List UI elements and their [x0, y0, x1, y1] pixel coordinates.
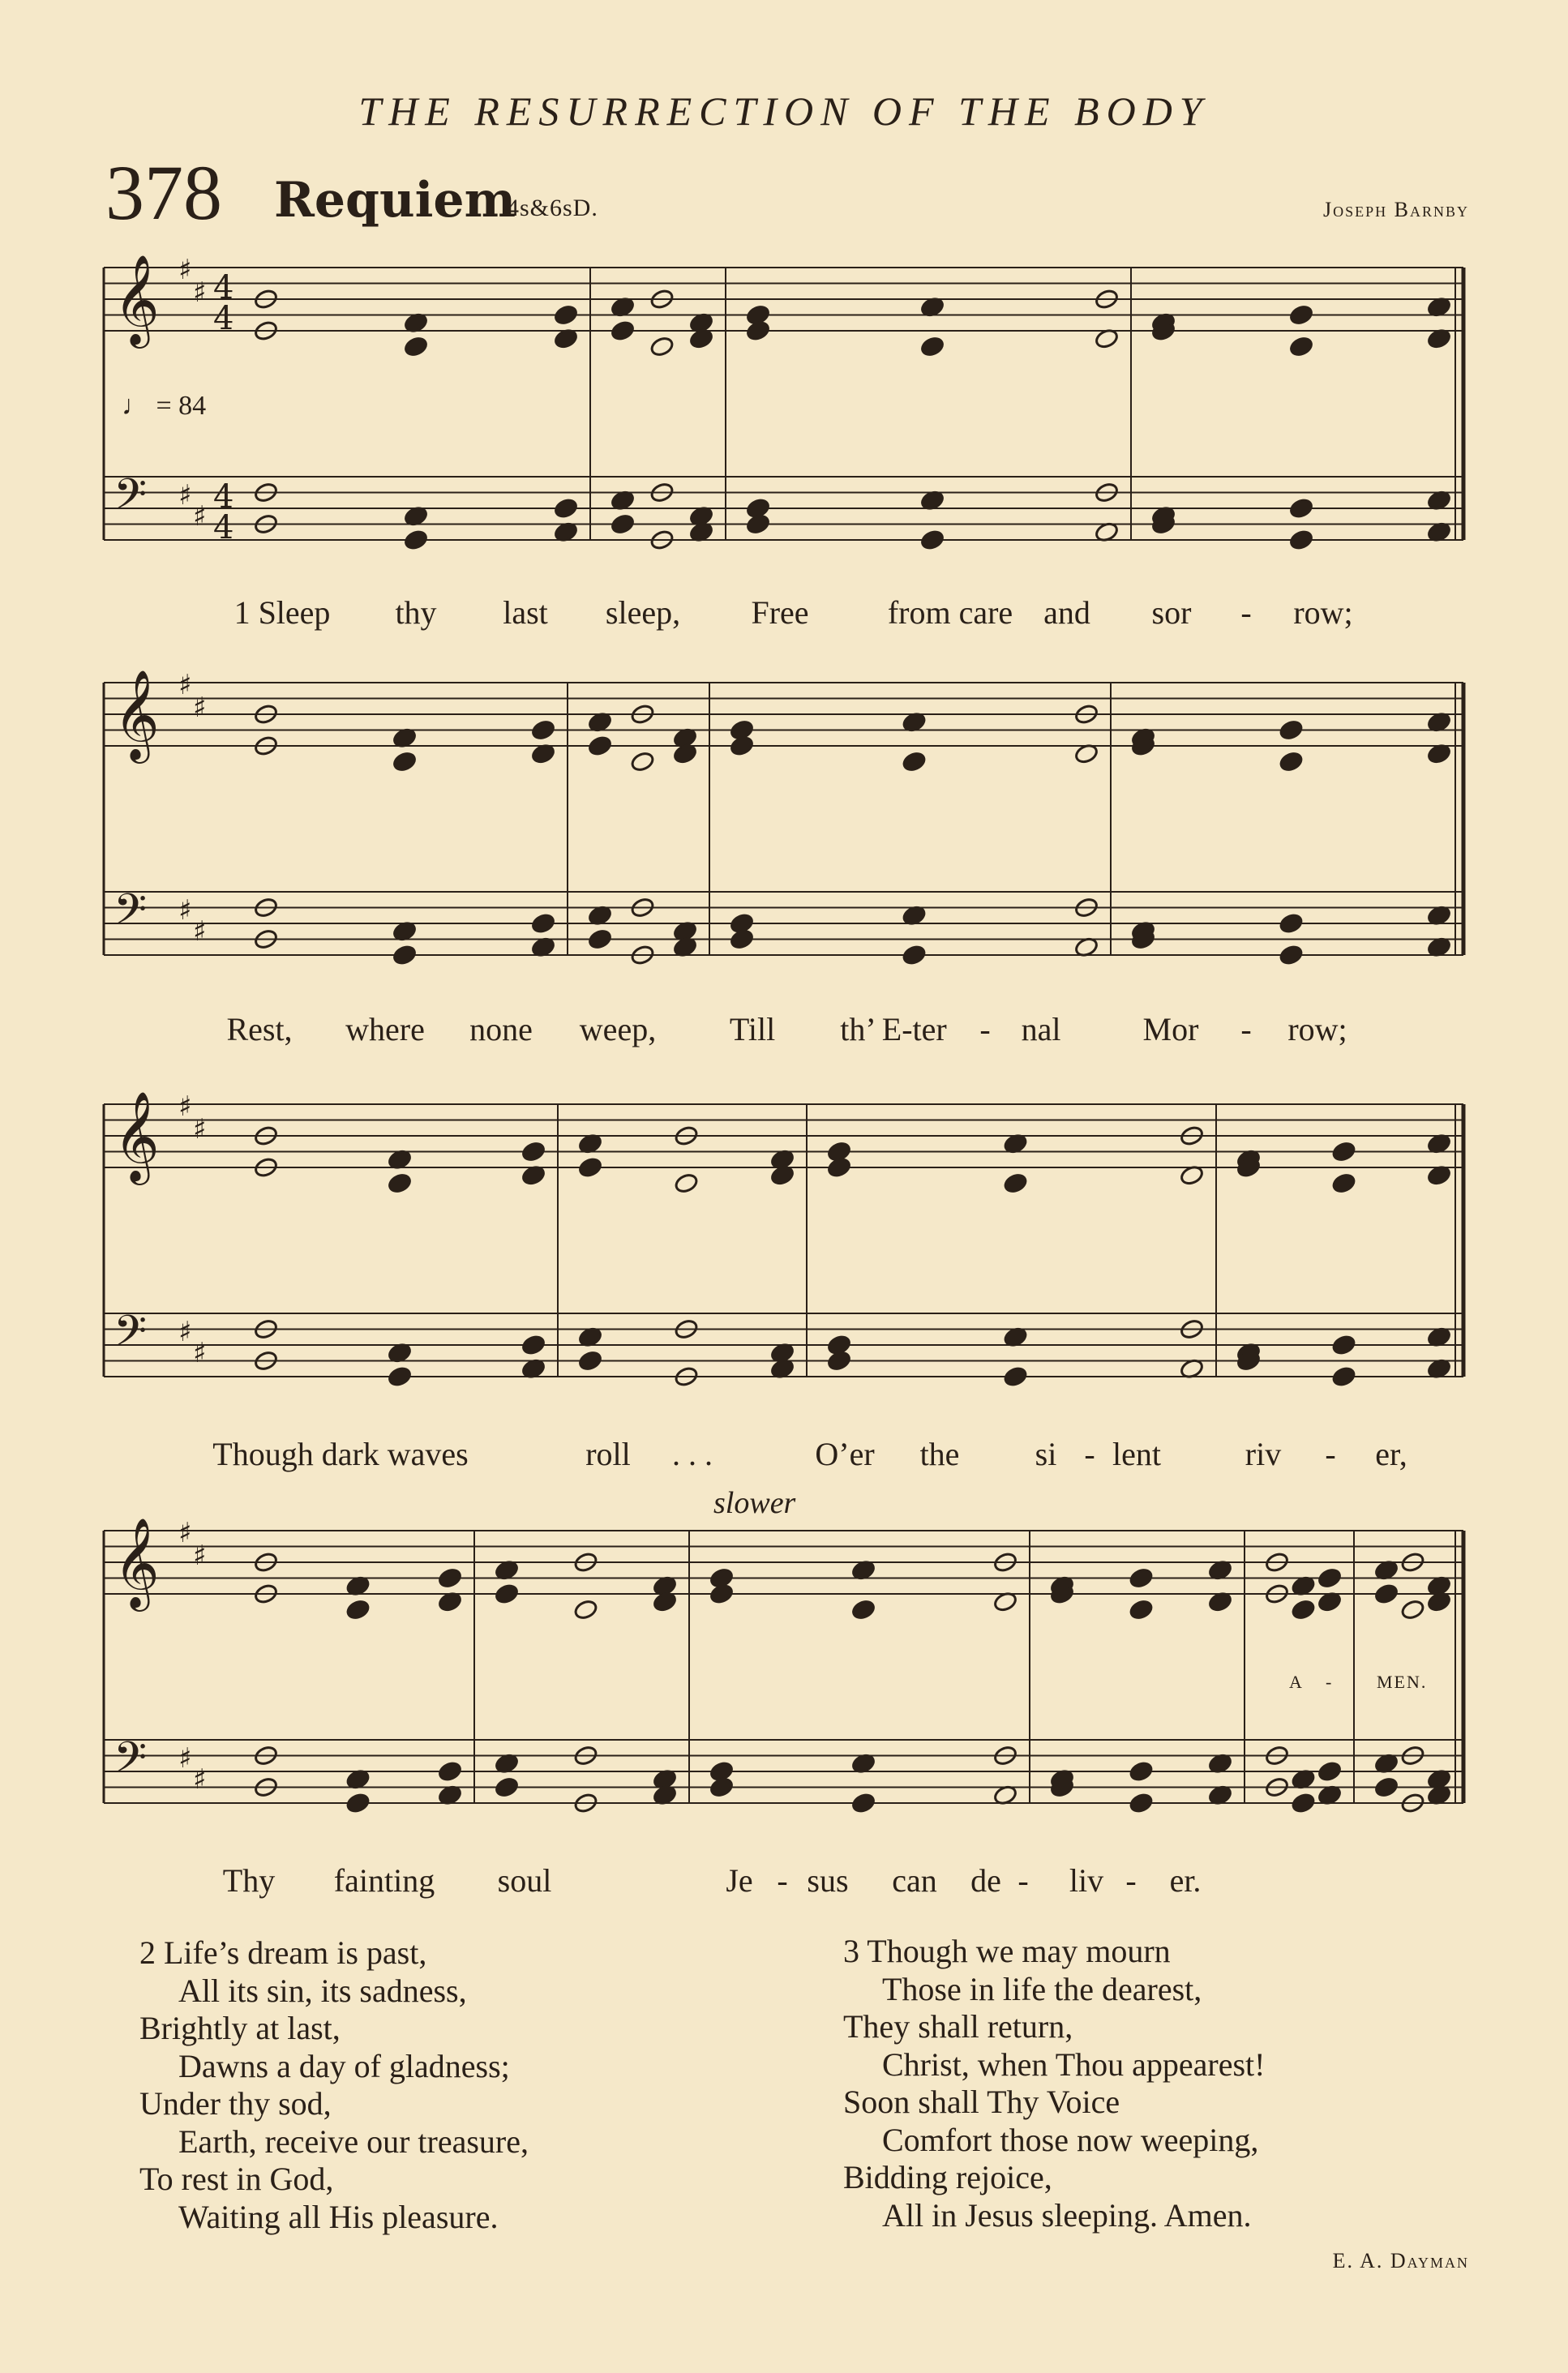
lyric-syllable: weep,	[579, 1011, 657, 1047]
sharp-key-signature: ♯	[178, 1090, 192, 1123]
lyric-syllable: sus	[807, 1862, 849, 1899]
lyric-syllable: -	[1240, 1011, 1252, 1047]
lyric-syllable: and	[1043, 594, 1090, 631]
note-head	[1373, 1583, 1399, 1604]
sharp-key-signature: ♯	[193, 1113, 207, 1146]
time-signature: 4	[213, 300, 234, 337]
note-head	[1288, 336, 1313, 358]
lyric-syllable: from care	[887, 594, 1013, 631]
bass-clef: 𝄢	[114, 1307, 148, 1367]
lyric-syllable: fainting	[333, 1862, 435, 1899]
verse-line: Dawns a day of gladness;	[178, 2047, 510, 2084]
time-signature: 4	[213, 478, 234, 516]
note-head	[610, 513, 635, 535]
note-head	[919, 336, 945, 358]
lyric-syllable: de	[970, 1862, 1001, 1899]
verse-line: Christ, when Thou appearest!	[882, 2045, 1266, 2083]
text-author: E. A. Dayman	[1332, 2249, 1469, 2272]
note-head	[437, 1760, 462, 1782]
lyric-syllable: last	[503, 594, 548, 631]
note-head	[1317, 1760, 1342, 1782]
bass-clef: 𝄢	[114, 470, 148, 530]
lyric-syllable: Free	[751, 594, 809, 631]
note-head	[392, 944, 417, 966]
verse-line: 2 Life’s dream is past,	[139, 1934, 427, 1971]
lyric-syllable: si	[1035, 1436, 1057, 1472]
sharp-key-signature: ♯	[178, 894, 192, 927]
treble-clef: 𝄞	[114, 1517, 160, 1608]
sharp-key-signature: ♯	[193, 692, 207, 724]
note-head	[387, 1172, 412, 1194]
verse-line: All its sin, its sadness,	[178, 1972, 467, 2009]
lyric-syllable: nal	[1021, 1011, 1061, 1047]
lyric-syllable: lent	[1112, 1436, 1161, 1472]
amen-syllable: MEN.	[1377, 1672, 1428, 1692]
lyric-syllable: where	[345, 1011, 425, 1047]
lyric-syllable: -	[1084, 1436, 1095, 1472]
note-head	[1373, 1776, 1399, 1798]
note-head	[630, 751, 655, 773]
lyric-syllable: can	[892, 1862, 937, 1899]
section-title: THE RESURRECTION OF THE BODY	[358, 88, 1210, 134]
tempo-marking: ♩ = 84	[122, 391, 207, 421]
note-head	[392, 751, 417, 773]
note-head	[1291, 1599, 1316, 1621]
lyric-syllable: 1 Sleep	[233, 594, 331, 631]
note-head	[437, 1567, 462, 1589]
amen-syllable: A	[1289, 1672, 1304, 1692]
note-head	[530, 719, 555, 741]
sharp-key-signature: ♯	[193, 1337, 207, 1369]
lyric-syllable: sleep,	[605, 594, 681, 631]
note-head	[1279, 944, 1304, 966]
note-head	[345, 1792, 371, 1814]
composer-credit: Joseph Barnby	[1323, 198, 1469, 221]
verse-line: Soon shall Thy Voice	[843, 2084, 1120, 2120]
note-head	[494, 1583, 519, 1604]
note-head	[1331, 1334, 1356, 1356]
treble-clef: 𝄞	[114, 254, 160, 345]
note-head	[1129, 1760, 1154, 1782]
sharp-key-signature: ♯	[193, 1763, 207, 1796]
tune-name: Requiem	[274, 172, 516, 229]
note-head	[1288, 529, 1313, 550]
verse-line: Earth, receive our treasure,	[178, 2122, 529, 2160]
verse-line: Comfort those now weeping,	[882, 2121, 1259, 2158]
note-head	[1279, 912, 1304, 934]
verse-line: 3 Though we may mourn	[843, 1933, 1171, 1969]
lyric-syllable: row;	[1293, 594, 1353, 631]
lyric-syllable: Je	[726, 1862, 753, 1899]
note-head	[403, 529, 428, 550]
note-head	[521, 1334, 546, 1356]
note-head	[709, 1583, 734, 1604]
note-head	[1288, 304, 1313, 326]
lyric-syllable: thy	[395, 594, 437, 631]
lyric-syllable: soul	[497, 1862, 552, 1899]
treble-clef: 𝄞	[114, 1090, 160, 1181]
lyric-syllable: none	[469, 1011, 533, 1047]
verse-line: Those in life the dearest,	[882, 1970, 1202, 2007]
sharp-key-signature: ♯	[193, 500, 207, 533]
lyric-syllable: Till	[729, 1011, 776, 1047]
lyric-syllable: -	[1240, 594, 1252, 631]
note-head	[902, 751, 927, 773]
note-head	[553, 497, 578, 519]
note-head	[553, 304, 578, 326]
verse-line: Bidding rejoice,	[843, 2159, 1052, 2195]
note-head	[1279, 751, 1304, 773]
verse-line: All in Jesus sleeping. Amen.	[882, 2196, 1252, 2234]
note-head	[1331, 1172, 1356, 1194]
lyric-syllable: Rest,	[226, 1011, 293, 1047]
lyric-syllable: -	[979, 1011, 991, 1047]
lyric-syllable: row;	[1287, 1011, 1347, 1047]
note-head	[1331, 1365, 1356, 1387]
note-head	[919, 529, 945, 550]
sharp-key-signature: ♯	[178, 669, 192, 701]
note-head	[745, 513, 770, 535]
time-signature: 4	[213, 509, 234, 546]
verse-line: Under thy sod,	[139, 2085, 332, 2122]
note-head	[1400, 1599, 1425, 1621]
lyric-syllable: liv	[1069, 1862, 1104, 1899]
sharp-key-signature: ♯	[193, 276, 207, 309]
lyric-syllable: -	[1125, 1862, 1137, 1899]
note-head	[573, 1599, 598, 1621]
note-head	[674, 1172, 699, 1194]
lyric-syllable: -	[1325, 1436, 1336, 1472]
sharp-key-signature: ♯	[178, 254, 192, 286]
note-head	[1288, 497, 1313, 519]
note-head	[850, 1792, 876, 1814]
treble-clef: 𝄞	[114, 669, 160, 760]
verse-line: They shall return,	[843, 2008, 1073, 2045]
note-head	[1279, 719, 1304, 741]
lyric-syllable: O’er	[815, 1436, 875, 1472]
note-head	[1129, 1567, 1154, 1589]
note-head	[902, 944, 927, 966]
lyric-syllable: Though dark waves	[212, 1436, 469, 1472]
lyric-syllable: er.	[1169, 1862, 1202, 1899]
note-head	[530, 912, 555, 934]
note-head	[649, 336, 675, 358]
lyric-syllable: er,	[1375, 1436, 1407, 1472]
note-head	[521, 1141, 546, 1163]
hymn-number: 378	[105, 149, 222, 236]
sharp-key-signature: ♯	[178, 1517, 192, 1549]
lyric-syllable: -	[1017, 1862, 1029, 1899]
note-head	[403, 336, 428, 358]
note-head	[1317, 1567, 1342, 1589]
note-head	[587, 735, 612, 756]
note-head	[345, 1599, 371, 1621]
note-head	[745, 319, 770, 341]
note-head	[729, 928, 754, 950]
note-head	[1003, 1365, 1028, 1387]
note-head	[610, 319, 635, 341]
note-head	[1331, 1141, 1356, 1163]
note-head	[577, 1350, 602, 1372]
lyric-syllable: sor	[1151, 594, 1192, 631]
note-head	[709, 1776, 734, 1798]
note-head	[850, 1599, 876, 1621]
lyric-syllable: Mor	[1142, 1011, 1199, 1047]
verse-3	[843, 1933, 1265, 2234]
amen-syllable: -	[1326, 1672, 1334, 1692]
note-head	[1129, 1599, 1154, 1621]
note-head	[1291, 1792, 1316, 1814]
verse-line: Waiting all His pleasure.	[178, 2198, 499, 2235]
note-head	[826, 1350, 851, 1372]
note-head	[587, 928, 612, 950]
meter: 4s&6sD.	[507, 195, 598, 221]
bass-clef: 𝄢	[114, 885, 148, 945]
note-head	[387, 1365, 412, 1387]
lyric-syllable: riv	[1245, 1436, 1282, 1472]
bass-clef: 𝄢	[114, 1733, 148, 1793]
lyric-syllable: -	[777, 1862, 788, 1899]
lyric-syllable: roll	[585, 1436, 631, 1472]
lyric-syllable: Thy	[222, 1862, 276, 1899]
lyric-syllable: . . .	[672, 1436, 713, 1472]
lyric-syllable: th’ E-ter	[840, 1011, 947, 1047]
note-head	[577, 1156, 602, 1178]
verse-line: To rest in God,	[139, 2161, 334, 2197]
note-head	[1129, 1792, 1154, 1814]
lyric-syllable: the	[919, 1436, 960, 1472]
expression-slower: slower	[713, 1486, 796, 1520]
sharp-key-signature: ♯	[193, 1540, 207, 1572]
verse-2	[139, 1934, 529, 2236]
verse-line: Brightly at last,	[139, 2010, 341, 2046]
note-head	[494, 1776, 519, 1798]
note-head	[729, 735, 754, 756]
sharp-key-signature: ♯	[178, 1316, 192, 1348]
time-signature: 4	[213, 269, 234, 306]
sharp-key-signature: ♯	[178, 479, 192, 512]
sharp-key-signature: ♯	[193, 915, 207, 948]
note-head	[1003, 1172, 1028, 1194]
note-head	[826, 1156, 851, 1178]
sharp-key-signature: ♯	[178, 1742, 192, 1775]
